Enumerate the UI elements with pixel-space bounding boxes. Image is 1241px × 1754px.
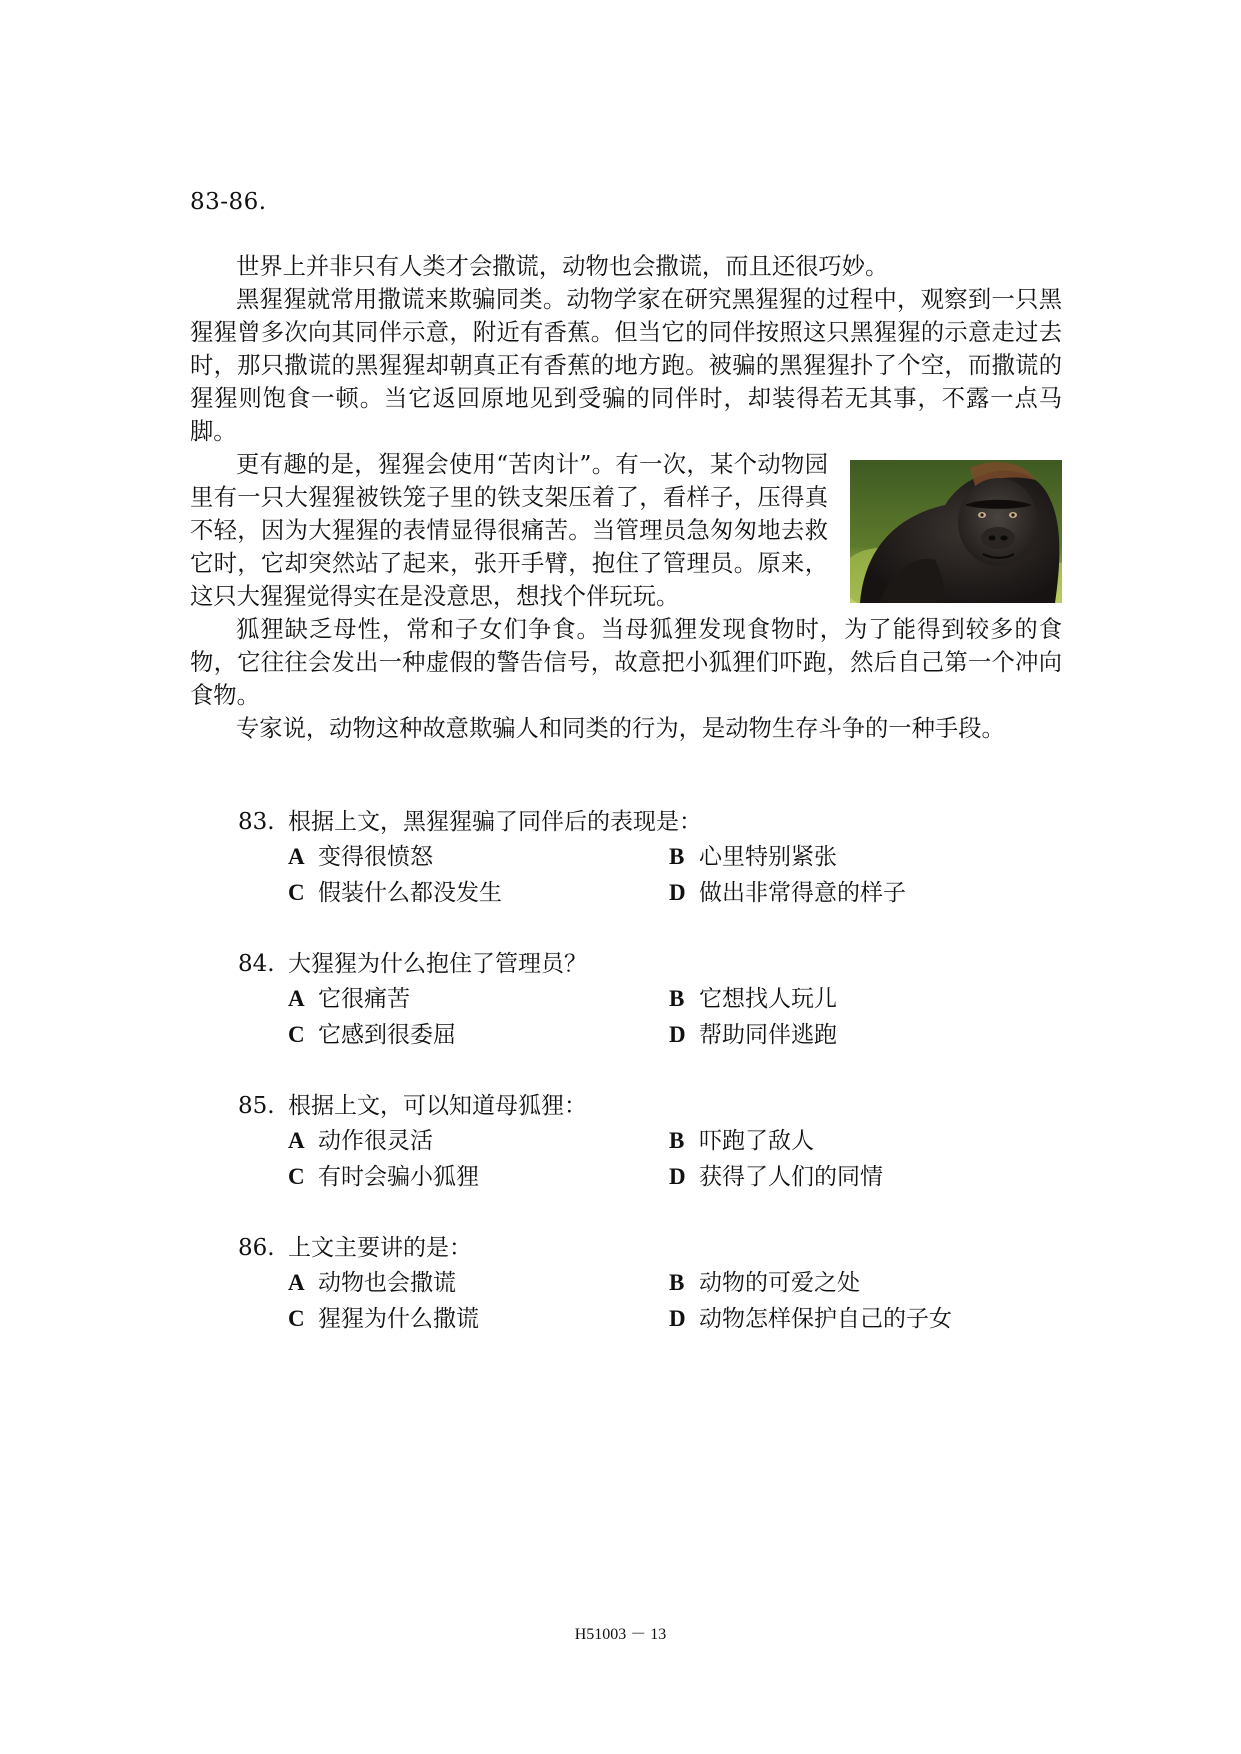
option-letter: C	[288, 1306, 305, 1331]
option-c[interactable]	[288, 1159, 669, 1194]
passage-paragraph: 专家说，动物这种故意欺骗人和同类的行为，是动物生存斗争的一种手段。	[236, 715, 1005, 742]
question-stem	[238, 947, 1038, 981]
option-text: 它想找人玩儿	[699, 986, 837, 1012]
option-d[interactable]	[669, 1159, 1049, 1194]
question-number: 83.	[238, 809, 275, 835]
option-letter: C	[288, 880, 305, 905]
option-text: 动物也会撒谎	[318, 1270, 456, 1296]
option-d[interactable]	[669, 1017, 1049, 1052]
question-stem	[238, 1231, 1038, 1265]
option-letter: B	[669, 1270, 685, 1295]
option-text: 变得很愤怒	[318, 844, 433, 870]
option-b[interactable]	[669, 839, 1049, 874]
question-84	[238, 947, 1038, 1089]
option-letter: C	[288, 1164, 305, 1189]
question-number: 84.	[238, 951, 275, 977]
option-text: 动物怎样保护自己的子女	[699, 1306, 952, 1332]
question-85	[238, 1089, 1038, 1231]
option-d[interactable]	[669, 875, 1049, 910]
option-b[interactable]	[669, 1123, 1049, 1158]
option-text: 吓跑了敌人	[699, 1128, 814, 1154]
option-c[interactable]	[288, 875, 669, 910]
option-text: 心里特别紧张	[699, 844, 837, 870]
option-text: 它很痛苦	[318, 986, 410, 1012]
option-c[interactable]	[288, 1301, 669, 1336]
reading-passage	[190, 250, 1062, 745]
option-a[interactable]	[288, 1123, 669, 1158]
option-c[interactable]	[288, 1017, 669, 1052]
question-text: 上文主要讲的是：	[288, 1235, 472, 1261]
gorilla-photo	[850, 460, 1062, 603]
question-number: 86.	[238, 1235, 275, 1261]
option-letter: A	[288, 844, 305, 869]
option-b[interactable]	[669, 981, 1049, 1016]
option-text: 帮助同伴逃跑	[699, 1022, 837, 1048]
option-a[interactable]	[288, 981, 669, 1016]
option-letter: C	[288, 1022, 305, 1047]
option-letter: A	[288, 1128, 305, 1153]
option-letter: D	[669, 1022, 686, 1047]
question-stem	[238, 1089, 1038, 1123]
question-83	[238, 805, 1038, 947]
option-text: 有时会骗小狐狸	[318, 1164, 479, 1190]
option-text: 动作很灵活	[318, 1128, 433, 1154]
option-a[interactable]	[288, 839, 669, 874]
passage-paragraph: 狐狸缺乏母性，常和子女们争食。当母狐狸发现食物时，为了能得到较多的食物，它往往会发出一种虚假的警告信号，故意把小狐狸们吓跑，然后自己第一个冲向食物。	[190, 616, 1062, 709]
page-footer: H51003 － 13	[574, 1626, 667, 1643]
option-letter: B	[669, 844, 685, 869]
section-heading: 83-86.	[190, 189, 267, 215]
option-b[interactable]	[669, 1265, 1049, 1300]
option-text: 假装什么都没发生	[318, 880, 502, 906]
option-letter: B	[669, 1128, 685, 1153]
option-text: 获得了人们的同情	[699, 1164, 883, 1190]
option-text: 它感到很委屈	[318, 1022, 456, 1048]
question-text: 根据上文，黑猩猩骗了同伴后的表现是：	[288, 809, 702, 835]
option-letter: D	[669, 880, 686, 905]
option-letter: D	[669, 1306, 686, 1331]
passage-paragraph: 世界上并非只有人类才会撒谎，动物也会撒谎，而且还很巧妙。	[236, 253, 889, 280]
question-number: 85.	[238, 1093, 275, 1119]
option-text: 做出非常得意的样子	[699, 880, 906, 906]
question-text: 根据上文，可以知道母狐狸：	[288, 1093, 587, 1119]
option-letter: A	[288, 986, 305, 1011]
question-text: 大猩猩为什么抱住了管理员？	[288, 951, 587, 977]
option-d[interactable]	[669, 1301, 1049, 1336]
option-letter: D	[669, 1164, 686, 1189]
option-text: 动物的可爱之处	[699, 1270, 860, 1296]
option-letter: B	[669, 986, 685, 1011]
passage-paragraph: 黑猩猩就常用撒谎来欺骗同类。动物学家在研究黑猩猩的过程中，观察到一只黑猩猩曾多次向其同伴示意，附近有香蕉。但当它的同伴按照这只黑猩猩的示意走过去时，那只撒谎的黑猩猩却朝真正有香蕉的地方跑。被骗的黑猩猩扑了个空，而撒谎的猩猩则饱食一顿。当它返回原地见到受骗的同伴时，却装得若无其事，不露一点马脚。	[190, 286, 1062, 445]
option-a[interactable]	[288, 1265, 669, 1300]
passage-paragraph: 更有趣的是，猩猩会使用“苦肉计”。有一次，某个动物园里有一只大猩猩被铁笼子里的铁支架压着了，看样子，压得真不轻，因为大猩猩的表情显得很痛苦。当管理员急匆匆地去救它时，它却突然站了起来，张开手臂，抱住了管理员。原来，这只大猩猩觉得实在是没意思，想找个伴玩玩。	[190, 451, 828, 610]
question-stem	[238, 805, 1038, 839]
question-86	[238, 1231, 1038, 1373]
option-text: 猩猩为什么撒谎	[318, 1306, 479, 1332]
option-letter: A	[288, 1270, 305, 1295]
question-list	[238, 805, 1038, 1373]
